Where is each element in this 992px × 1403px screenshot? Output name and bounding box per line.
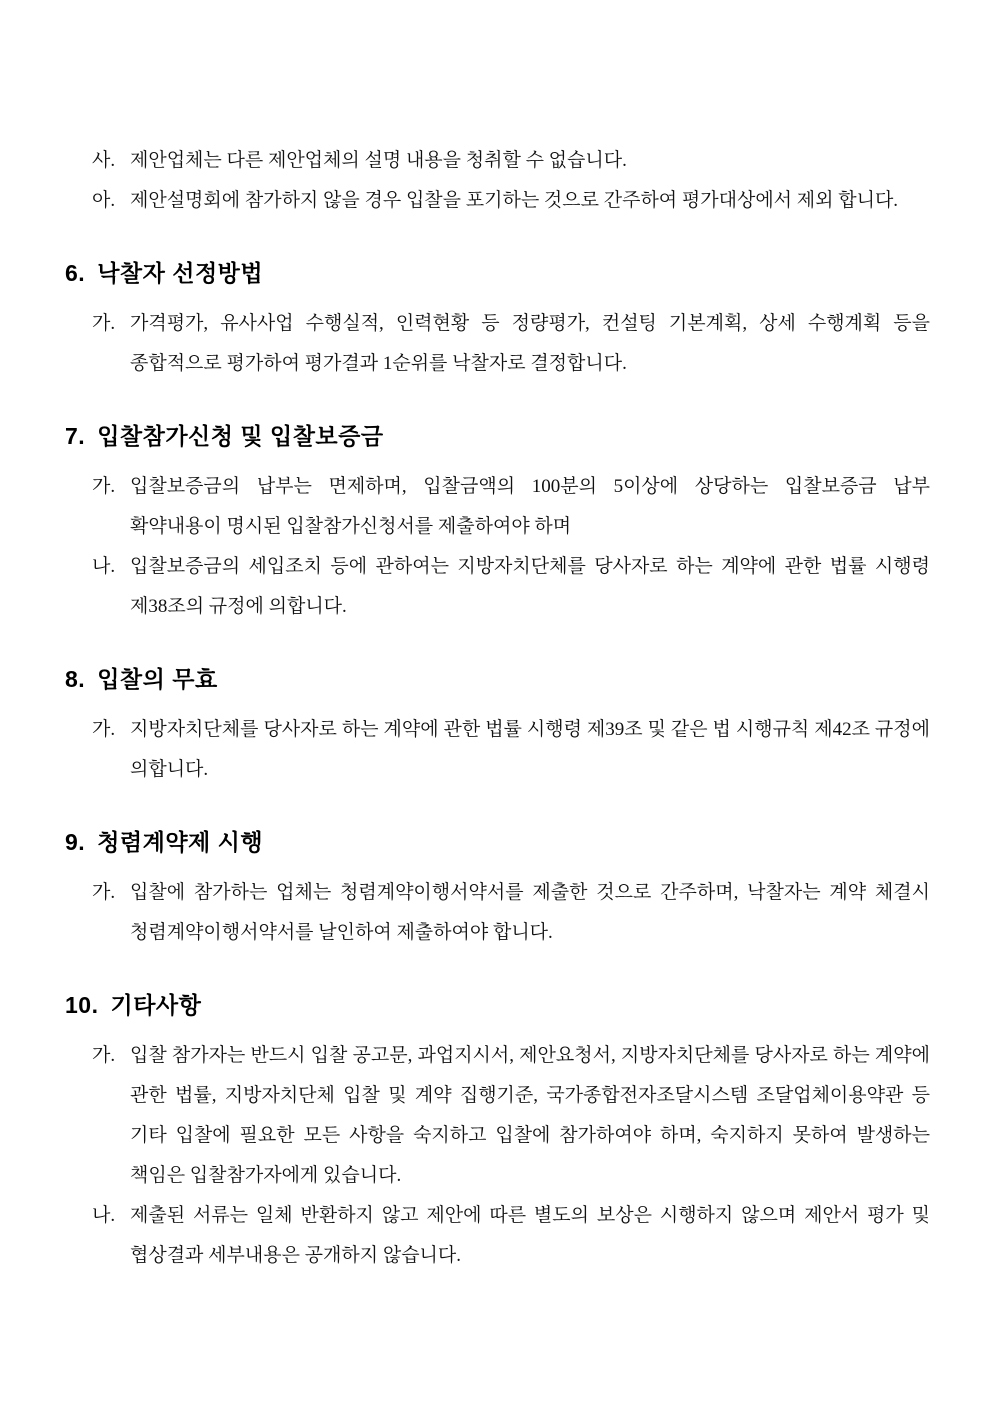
list-item-label: 사. [92, 150, 116, 171]
list-item-label: 가. [92, 313, 116, 334]
section-title: 입찰참가신청 및 입찰보증금 [97, 423, 384, 449]
list-item-label: 가. [92, 1045, 116, 1066]
section-9 [65, 826, 930, 953]
list-item-text: 입찰보증금의 납부는 면제하며, 입찰금액의 100분의 5이상에 상당하는 입찰보증금 납부 확약내용이 명시된 입찰참가신청서를 제출하여야 하며 [130, 476, 930, 537]
list-item-text: 입찰보증금의 세입조치 등에 관하여는 지방자치단체를 당사자로 하는 계약에 관한 법률 시행령 제38조의 규정에 의합니다. [130, 556, 930, 617]
list-item-text: 제안설명회에 참가하지 않을 경우 입찰을 포기하는 것으로 간주하여 평가대상에서 제외 합니다. [130, 190, 899, 211]
list-item [65, 467, 930, 547]
list-item [65, 141, 930, 181]
section-heading [65, 826, 930, 858]
section-10 [65, 989, 930, 1276]
list-item-label: 나. [92, 1205, 116, 1226]
list-item-text: 지방자치단체를 당사자로 하는 계약에 관한 법률 시행령 제39조 및 같은 법 시행규칙 제42조 규정에 의합니다. [130, 719, 930, 780]
list-item-label: 나. [92, 556, 116, 577]
section-title: 낙찰자 선정방법 [97, 260, 264, 286]
section-number: 8. [65, 666, 86, 692]
section-number: 6. [65, 260, 86, 286]
section-6 [65, 257, 930, 384]
section-heading [65, 989, 930, 1021]
section-number: 10. [65, 992, 99, 1018]
list-item [65, 1036, 930, 1196]
section-number: 7. [65, 423, 86, 449]
list-item [65, 547, 930, 627]
section-title: 청렴계약제 시행 [97, 829, 264, 855]
list-item-label: 가. [92, 476, 116, 497]
section-7 [65, 420, 930, 627]
list-item-label: 가. [92, 719, 116, 740]
section-heading [65, 257, 930, 289]
list-item-text: 제출된 서류는 일체 반환하지 않고 제안에 따른 별도의 보상은 시행하지 않으며 제안서 평가 및 협상결과 세부내용은 공개하지 않습니다. [130, 1205, 930, 1266]
list-item [65, 181, 930, 221]
list-item [65, 873, 930, 953]
list-item-text: 입찰 참가자는 반드시 입찰 공고문, 과업지시서, 제안요청서, 지방자치단체를 당사자로 하는 계약에 관한 법률, 지방자치단체 입찰 및 계약 집행기준, 국가종합전자조달시스템 조달업체이용약관 등 기타 입찰에 필요한 모든 사항을 숙지하고 입찰에 참가하여야 하며, 숙지하지 못하여 발생하는 책임은 입찰참가자에게 있습니다. [130, 1045, 930, 1186]
list-item-text: 제안업체는 다른 제안업체의 설명 내용을 청취할 수 없습니다. [130, 150, 627, 171]
section-title: 기타사항 [110, 992, 202, 1018]
list-item-text: 입찰에 참가하는 업체는 청렴계약이행서약서를 제출한 것으로 간주하며, 낙찰자는 계약 체결시 청렴계약이행서약서를 날인하여 제출하여야 합니다. [130, 882, 930, 943]
section-number: 9. [65, 829, 86, 855]
section-8 [65, 663, 930, 790]
section-title: 입찰의 무효 [97, 666, 218, 692]
intro-list [65, 141, 930, 221]
list-item [65, 1196, 930, 1276]
list-item [65, 304, 930, 384]
list-item [65, 710, 930, 790]
list-item-label: 아. [92, 190, 116, 211]
list-item-label: 가. [92, 882, 116, 903]
list-item-text: 가격평가, 유사사업 수행실적, 인력현황 등 정량평가, 컨설팅 기본계획, 상세 수행계획 등을 종합적으로 평가하여 평가결과 1순위를 낙찰자로 결정합니다. [130, 313, 930, 374]
section-heading [65, 663, 930, 695]
section-heading [65, 420, 930, 452]
